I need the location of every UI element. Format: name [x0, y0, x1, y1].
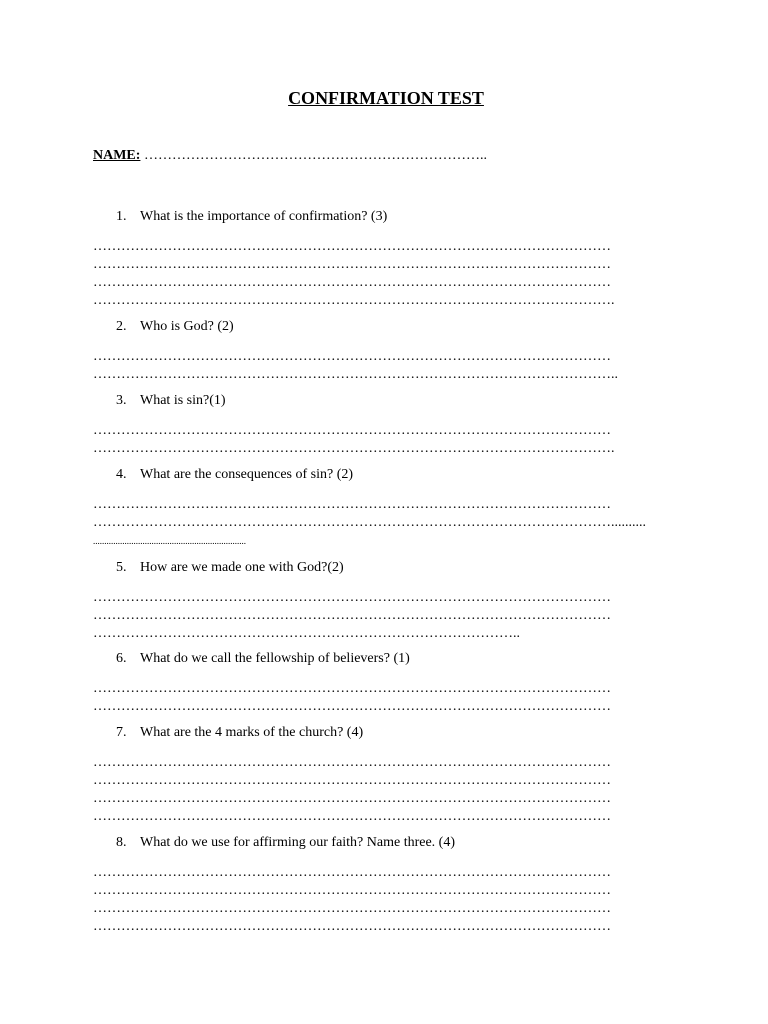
answer-line[interactable]: ………………………………………………………………………………………………… [93, 497, 611, 512]
question-text: What do we use for affirming our faith? Name three. (4) [140, 835, 456, 850]
question-number: 6. [116, 651, 127, 666]
question-3 [116, 393, 226, 409]
answer-line[interactable]: ………………………………………………………………………………………………… [93, 919, 611, 934]
question-text: What do we call the fellowship of believers? (1) [140, 651, 410, 666]
answer-line[interactable]: ………………………………………………………………………………………………… [93, 883, 611, 898]
answer-line[interactable]: ………………………………………………………………………………………………… [93, 239, 611, 254]
question-6 [116, 651, 410, 667]
name-label: NAME: [93, 148, 141, 163]
question-text: What are the consequences of sin? (2) [140, 467, 354, 482]
answer-line[interactable]: ………………………………………………………………………………………………… [93, 901, 611, 916]
question-number: 3. [116, 393, 127, 408]
question-number: 8. [116, 835, 127, 850]
answer-line[interactable]: ………………………………………………………………………………………………… [93, 681, 611, 696]
question-number: 7. [116, 725, 127, 740]
answer-line[interactable]: ………………………………………………………………………………………………… [93, 608, 611, 623]
answer-line[interactable]: …………………………………………………………………………………………………. [93, 441, 615, 456]
question-text: Who is God? (2) [140, 319, 234, 334]
document-title: CONFIRMATION TEST [288, 88, 484, 108]
answer-line[interactable]: ………………………………………………………………………………………………… [93, 423, 611, 438]
answer-line[interactable]: ………………………………………………………………………………………………… [93, 755, 611, 770]
question-4 [116, 467, 353, 483]
answer-line[interactable]: .................................................................... [93, 536, 246, 546]
question-text: How are we made one with God?(2) [140, 560, 344, 575]
question-number: 5. [116, 560, 127, 575]
question-number: 1. [116, 209, 127, 224]
question-8 [116, 835, 455, 851]
question-number: 4. [116, 467, 127, 482]
question-1 [116, 209, 387, 225]
question-number: 2. [116, 319, 127, 334]
answer-line[interactable]: ………………………………………………………………………………………………… [93, 349, 611, 364]
answer-line[interactable]: ………………………………………………………………………………………………… [93, 773, 611, 788]
answer-line[interactable]: ………………………………………………………………………………………………… [93, 590, 611, 605]
question-5 [116, 560, 344, 576]
answer-line[interactable]: ……………………………………………………………………………….. [93, 626, 520, 641]
answer-line[interactable]: ………………………………………………………………………………………………… [93, 809, 611, 824]
answer-line[interactable]: ………………………………………………………………………………………………… [93, 791, 611, 806]
answer-line[interactable]: ………………………………………………………………………………………………….......... [93, 515, 646, 530]
question-7 [116, 725, 363, 741]
name-answer-line[interactable]: ……………………………………………………………….. [143, 148, 487, 163]
answer-line[interactable]: ………………………………………………………………………………………………… [93, 699, 611, 714]
answer-line[interactable]: ………………………………………………………………………………………………… [93, 865, 611, 880]
question-2 [116, 319, 234, 335]
question-text: What is the importance of confirmation? (3) [140, 209, 388, 224]
answer-line[interactable]: ………………………………………………………………………………………………… [93, 275, 611, 290]
answer-line[interactable]: …………………………………………………………………………………………………. [93, 293, 615, 308]
name-row [93, 148, 487, 164]
question-text: What is sin?(1) [140, 393, 226, 408]
question-text: What are the 4 marks of the church? (4) [140, 725, 364, 740]
answer-line[interactable]: ………………………………………………………………………………………………….. [93, 367, 618, 382]
answer-line[interactable]: ………………………………………………………………………………………………… [93, 257, 611, 272]
